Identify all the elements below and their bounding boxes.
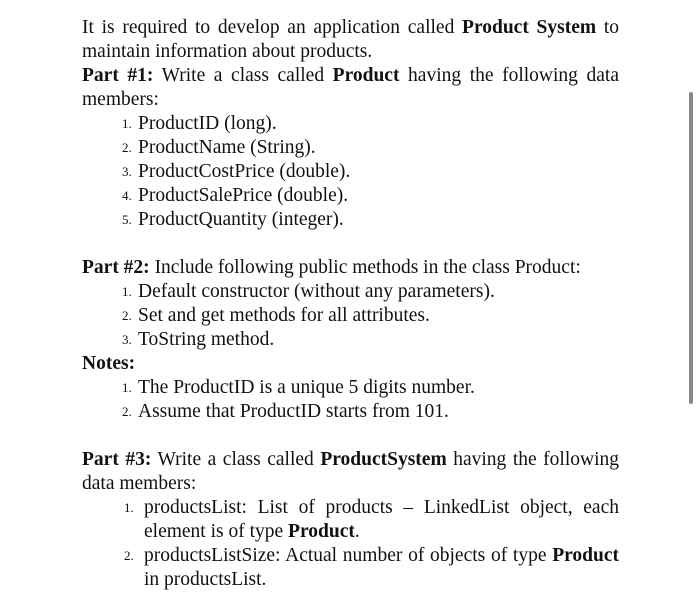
spacer	[82, 424, 619, 448]
list-text: productsListSize: Actual number of objects of type	[144, 545, 553, 566]
part1-text: Write a class called	[153, 65, 333, 86]
list-item	[82, 184, 619, 208]
list-number: 1.	[122, 380, 132, 395]
list-bold: Product	[552, 545, 619, 566]
vertical-scrollbar[interactable]	[689, 92, 693, 404]
notes-heading	[82, 352, 619, 376]
part3-heading	[82, 448, 619, 496]
list-bold: Product	[288, 521, 355, 542]
list-item	[82, 304, 619, 328]
list-text: ProductQuantity (integer).	[138, 209, 344, 230]
list-text: Set and get methods for all attributes.	[138, 305, 430, 326]
list-item	[82, 376, 619, 400]
part3-list	[82, 496, 619, 592]
part1-label: Part #1:	[82, 65, 154, 86]
spacer	[82, 232, 619, 256]
list-text-end: .	[354, 521, 360, 542]
list-item	[82, 544, 619, 592]
list-text: ProductID (long).	[138, 113, 277, 134]
list-text: ToString method.	[138, 329, 275, 350]
list-item	[82, 208, 619, 232]
list-number: 1.	[122, 284, 132, 299]
notes-list	[82, 376, 619, 424]
part2-list	[82, 280, 619, 352]
list-number: 3.	[122, 332, 132, 347]
list-number: 3.	[122, 164, 132, 179]
part2-text: Include following public methods in the class Product:	[149, 257, 581, 278]
intro-text-end: to maintain information about products.	[82, 17, 619, 62]
part1-list	[82, 112, 619, 232]
part1-bold: Product	[332, 65, 400, 86]
list-item	[82, 112, 619, 136]
list-text: ProductName (String).	[138, 137, 316, 158]
list-text: The ProductID is a unique 5 digits number.	[138, 377, 475, 398]
list-number: 1.	[122, 116, 132, 131]
list-text: ProductCostPrice (double).	[138, 161, 351, 182]
part1-text-end: having the following data members:	[82, 65, 619, 110]
list-number: 2.	[122, 140, 132, 155]
list-number: 4.	[122, 188, 132, 203]
list-item	[82, 400, 619, 424]
intro-bold: Product System	[462, 17, 597, 38]
part3-text: Write a class called	[151, 449, 321, 470]
list-item	[82, 160, 619, 184]
part2-label: Part #2:	[82, 257, 150, 278]
list-item	[82, 136, 619, 160]
list-text: Default constructor (without any parameters).	[138, 281, 495, 302]
list-text-end: in productsList.	[144, 569, 267, 590]
list-text: Assume that ProductID starts from 101.	[138, 401, 449, 422]
list-text: productsList: List of products – LinkedList object, each element is of type	[144, 497, 619, 542]
list-item	[82, 496, 619, 544]
notes-label: Notes:	[82, 353, 136, 374]
part1-heading	[82, 64, 619, 112]
part3-label: Part #3:	[82, 449, 152, 470]
list-item	[82, 328, 619, 352]
part3-text-end: having the following data members:	[82, 449, 619, 494]
part3-bold: ProductSystem	[320, 449, 447, 470]
list-number: 1.	[124, 500, 134, 515]
list-number: 5.	[122, 212, 132, 227]
list-number: 2.	[124, 548, 134, 563]
list-number: 2.	[122, 404, 132, 419]
list-number: 2.	[122, 308, 132, 323]
document-page	[82, 16, 619, 592]
part2-heading	[82, 256, 619, 280]
intro-paragraph	[82, 16, 619, 64]
intro-text: It is required to develop an application called	[82, 17, 463, 38]
list-item	[82, 280, 619, 304]
list-text: ProductSalePrice (double).	[138, 185, 349, 206]
